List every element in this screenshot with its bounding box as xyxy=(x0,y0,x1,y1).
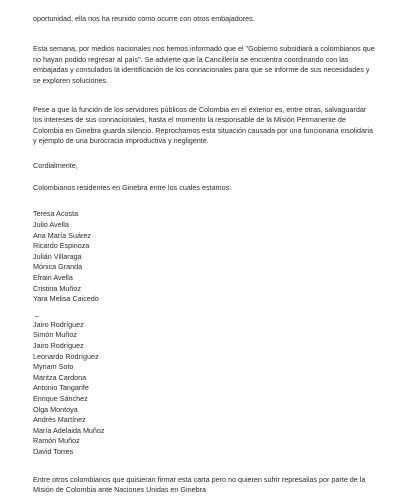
signer-name: Enrique Sánchez xyxy=(33,393,88,403)
paragraph-opening: oportunidad, ella nos ha reunido como ocurre con otros embajadores. xyxy=(33,14,255,23)
signer-name: Efrain Avella xyxy=(33,273,73,283)
paragraph-government-subsidy: Esta semana, por medios nacionales nos hemos informado que el "Gobierno subsidiará a colombianos que no hayan podido regresar al país". Se advierte que la Cancillería se encuentra coordinando con las embajadas y consulados la identificación de los connacionales para que se informe de sus necesidades y se exploren soluciones. xyxy=(33,44,375,85)
signer-name: Olga Montoya xyxy=(33,404,78,414)
paragraph-mission-silence: Pese a que la función de los servidores públicos de Colombia en el exterior es, entre otras, salvaguardar los intereses de sus connacionales, hasta el momento la responsable de la Misión Permanente de Colombia en Ginebra guarda silencio. Reprochamos esta situación causada por una funcionaria insolidaria y ejemplo de una burocracia improductiva y negligente. xyxy=(33,105,374,146)
signer-name: Myriam Soto xyxy=(33,362,74,372)
signer-name: Jairo Rodríguez xyxy=(33,341,84,350)
signer-name: Ricardo Espinoza xyxy=(33,241,90,251)
signer-name: Maritza Cardona xyxy=(33,372,87,382)
signer-name: Antonio Tangarife xyxy=(33,383,89,393)
signer-name: Leonardo Rodríguez xyxy=(33,351,99,361)
signer-name: Mónica Granda xyxy=(33,262,83,272)
signer-name: Jairo Rodríguez xyxy=(33,319,84,329)
signer-name: Julio Avella xyxy=(33,220,69,230)
signer-name: Ana María Suárez xyxy=(33,230,91,240)
signer-name: Andrés Martínez xyxy=(33,415,86,425)
signer-name: Cristina Muñoz xyxy=(33,283,81,293)
signer-name: Simón Muñoz xyxy=(33,330,77,340)
signers-list-group-1 xyxy=(33,209,376,304)
signers-list-group-2 xyxy=(33,320,376,458)
signer-name: Teresa Acosta xyxy=(33,209,79,219)
group-spacer xyxy=(33,305,376,314)
signer-name: Ramón Muñoz xyxy=(33,436,80,446)
closing-note: Entre otros colombianos que quisieran firmar esta carta pero no quieren sufrir represalias por parte de la Misión de Colombia ante Naciones Unidas en Ginebra xyxy=(33,474,366,494)
signer-name: Julián Villaraga xyxy=(33,251,82,261)
signer-name: David Torres xyxy=(33,446,74,456)
signer-name: María Adelaida Muñoz xyxy=(33,425,105,435)
signer-name: Yara Melisa Caicedo xyxy=(33,294,99,304)
group-separator: – xyxy=(35,312,39,320)
signers-intro: Colombianos residentes en Ginebra entre los cuales estamos: xyxy=(33,183,232,193)
salutation: Cordialmente, xyxy=(33,160,78,170)
